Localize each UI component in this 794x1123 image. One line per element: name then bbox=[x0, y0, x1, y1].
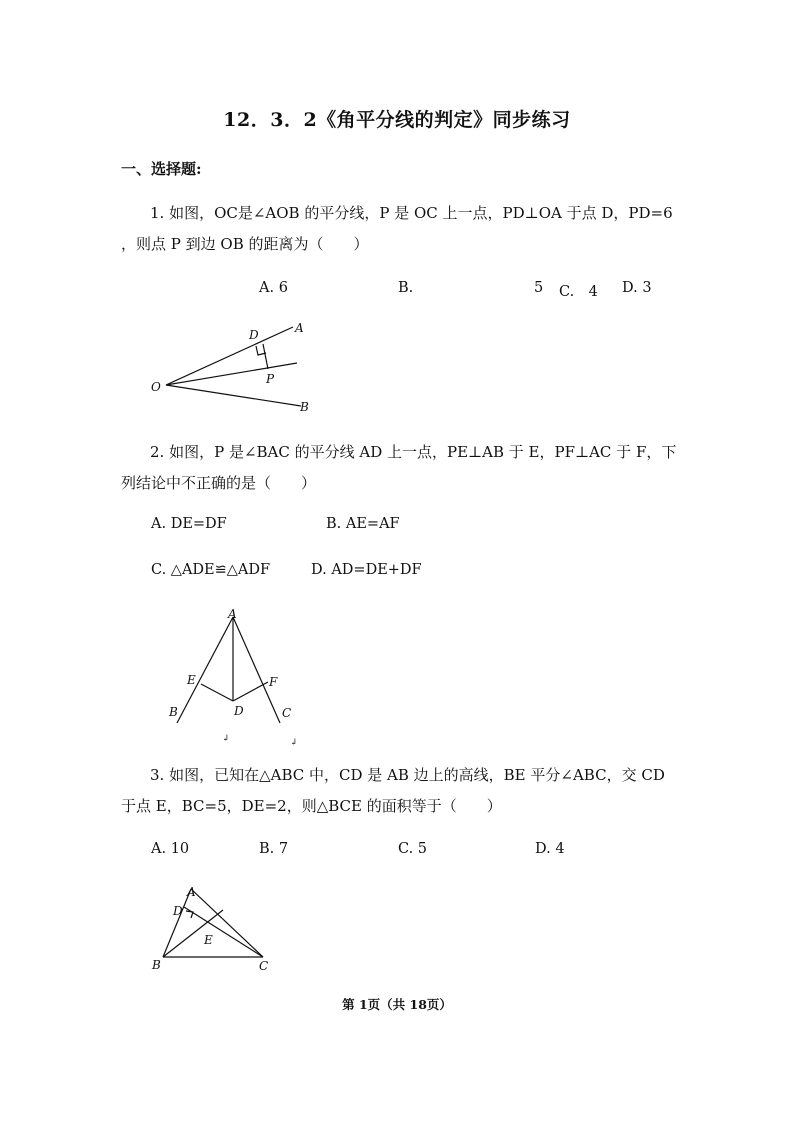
segment-df bbox=[233, 682, 268, 701]
question-1-option-a: A. 6 bbox=[259, 280, 288, 296]
question-1-figure bbox=[145, 315, 325, 420]
question-3-figure bbox=[145, 880, 280, 980]
perpendicular-pd bbox=[263, 344, 268, 369]
side-ab bbox=[163, 889, 191, 957]
page-title: 12．3．2《角平分线的判定》同步练习 bbox=[223, 109, 571, 131]
label-b: B bbox=[152, 958, 161, 972]
side-ab bbox=[177, 617, 233, 723]
return-mark: ↲ bbox=[290, 738, 298, 748]
label-b: B bbox=[169, 705, 178, 719]
question-1-option-b: B. bbox=[398, 280, 414, 296]
question-2-option-b: B. AE=AF bbox=[326, 516, 400, 532]
ray-oc bbox=[166, 363, 297, 385]
question-1-line-2: ，则点 P 到边 OB 的距离为（ ） bbox=[121, 235, 369, 253]
bisector-be bbox=[163, 910, 223, 957]
question-2-figure bbox=[160, 605, 310, 750]
label-e: E bbox=[204, 933, 213, 947]
question-2-option-a: A. DE=DF bbox=[151, 516, 227, 532]
question-3-option-d: D. 4 bbox=[535, 841, 565, 857]
label-d: D bbox=[234, 704, 244, 718]
label-d: D bbox=[173, 904, 183, 918]
label-f: F bbox=[269, 675, 278, 689]
label-p: P bbox=[266, 372, 275, 386]
question-3-line-2: 于点 E，BC=5，DE=2，则△BCE 的面积等于（ ） bbox=[121, 797, 502, 815]
question-3-option-b: B. 7 bbox=[259, 841, 289, 857]
label-d: D bbox=[249, 328, 259, 342]
question-1-option-b-value: 5 bbox=[534, 280, 544, 296]
question-1-line-1: 1. 如图，OC是∠AOB 的平分线，P 是 OC 上一点，PD⊥OA 于点 D，PD=6 bbox=[150, 204, 673, 222]
side-ac bbox=[191, 889, 263, 957]
question-2-option-d: D. AD=DE+DF bbox=[311, 562, 422, 578]
label-a: A bbox=[295, 321, 304, 335]
right-angle-mark bbox=[186, 911, 193, 918]
question-2-option-c: C. △ADE≌△ADF bbox=[151, 562, 271, 578]
label-a: A bbox=[187, 885, 196, 899]
label-e: E bbox=[187, 673, 196, 687]
label-a: A bbox=[228, 607, 237, 621]
ray-ob bbox=[166, 385, 301, 406]
question-2-line-2: 列结论中不正确的是（ ） bbox=[121, 474, 317, 492]
return-mark: ↲ bbox=[222, 734, 230, 744]
question-1-option-d: D. 3 bbox=[622, 280, 652, 296]
label-c: C bbox=[282, 706, 292, 720]
label-o: O bbox=[151, 380, 161, 394]
question-1-option-c: C. 4 bbox=[559, 284, 598, 300]
segment-de bbox=[201, 684, 233, 701]
label-c: C bbox=[259, 959, 269, 973]
question-3-option-c: C. 5 bbox=[398, 841, 428, 857]
page-footer: 第 1页（共 18页） bbox=[342, 997, 452, 1012]
label-b: B bbox=[300, 400, 309, 414]
question-3-line-1: 3. 如图，已知在△ABC 中，CD 是 AB 边上的高线，BE 平分∠ABC，交 CD bbox=[150, 766, 665, 784]
question-2-line-1: 2. 如图，P 是∠BAC 的平分线 AD 上一点，PE⊥AB 于 E，PF⊥AC 于 F，下 bbox=[150, 443, 677, 461]
section-heading: 一、选择题: bbox=[121, 160, 202, 178]
question-3-option-a: A. 10 bbox=[151, 841, 190, 857]
